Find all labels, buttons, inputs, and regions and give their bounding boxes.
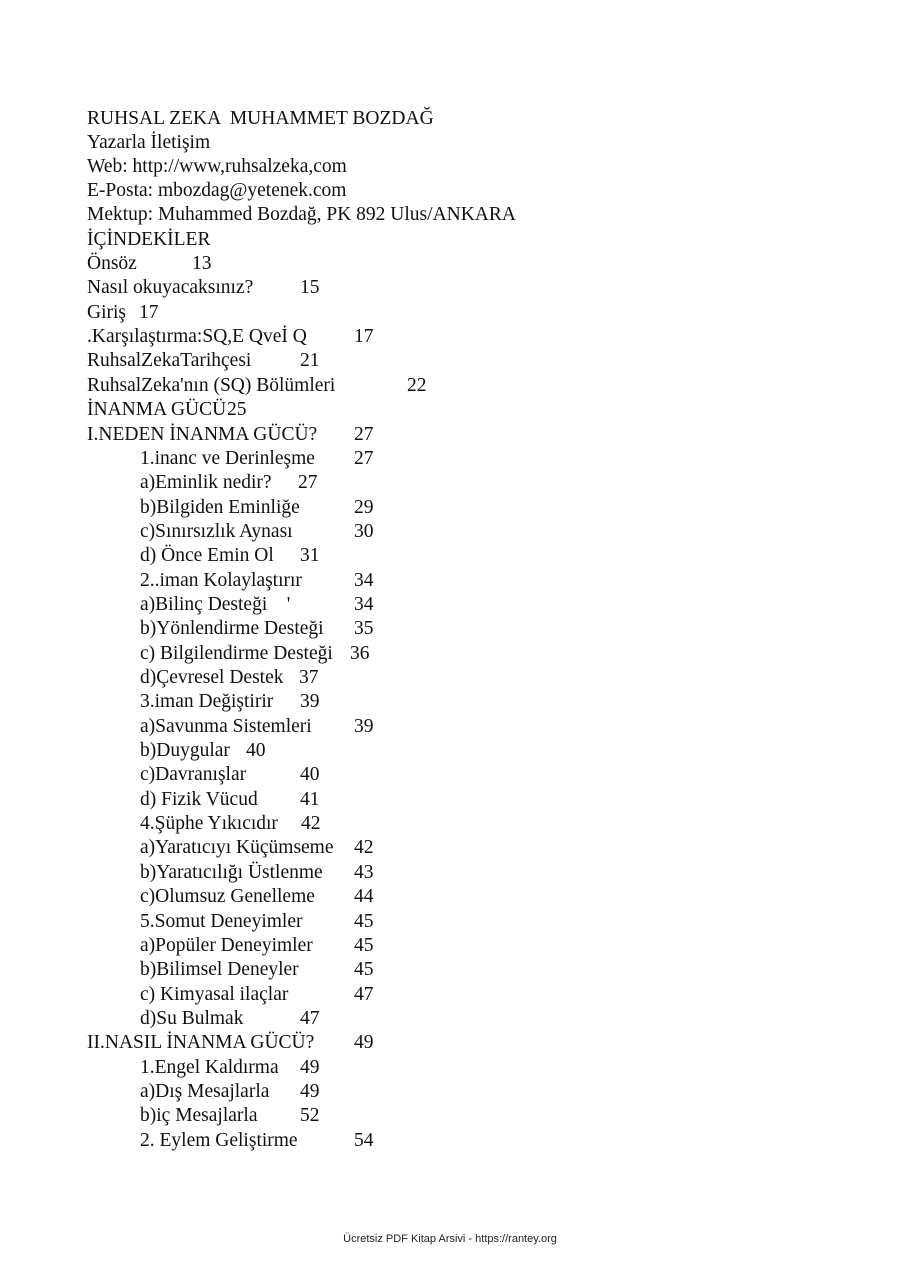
- toc-entry-page: 45: [354, 910, 374, 932]
- toc-entry-page: 39: [354, 715, 374, 737]
- toc-entry-title: d) Önce Emin Ol: [140, 545, 274, 567]
- toc-entry-title: Nasıl okuyacaksınız?: [87, 277, 254, 299]
- toc-entry: [87, 252, 212, 276]
- toc-entry-title: .Karşılaştırma:SQ,E Qveİ Q: [87, 326, 307, 348]
- toc-entry: [140, 910, 374, 934]
- toc-entry: [87, 423, 374, 447]
- toc-entry-title: 1.inanc ve Derinleşme: [140, 447, 315, 469]
- toc-entry-title: b)Bilgiden Eminliğe: [140, 496, 300, 518]
- toc-entry-page: 27: [298, 472, 318, 494]
- toc-entry: [140, 1104, 320, 1128]
- toc-entry-title: a)Eminlik nedir?: [140, 472, 272, 494]
- toc-entry: [140, 471, 318, 495]
- toc-entry-page: 47: [300, 1007, 320, 1029]
- toc-entry-page: 30: [354, 520, 374, 542]
- toc-entry-page: 22: [407, 374, 427, 396]
- toc-entry-page: 35: [354, 618, 374, 640]
- toc-entry-title: 4.Şüphe Yıkıcıdır: [140, 813, 278, 835]
- toc-entry-page: 45: [354, 959, 374, 981]
- toc-entry: [140, 763, 320, 787]
- toc-entry-title: 5.Somut Deneyimler: [140, 910, 303, 932]
- toc-entry-title: a)Bilinç Desteği ': [140, 593, 291, 615]
- toc-entry: [140, 836, 374, 860]
- toc-entry: [140, 520, 374, 544]
- toc-heading: İÇİNDEKİLER: [87, 229, 211, 250]
- toc-entry-page: 42: [354, 837, 374, 859]
- toc-entry-title: b)Bilimsel Deneyler: [140, 959, 299, 981]
- toc-entry: [140, 447, 374, 471]
- contact-email: E-Posta: mbozdag@yetenek.com: [87, 180, 347, 201]
- toc-entry: [140, 617, 374, 641]
- toc-entry-title: c)Davranışlar: [140, 764, 247, 786]
- toc-entry-title: a)Dış Mesajlarla: [140, 1080, 270, 1102]
- toc-entry-title: 2. Eylem Geliştirme: [140, 1129, 298, 1151]
- toc-entry: [140, 861, 374, 885]
- toc-entry-page: 34: [354, 593, 374, 615]
- toc-entry: [87, 349, 320, 373]
- toc-entry-page: 39: [300, 691, 320, 713]
- toc-entry-title: II.NASIL İNANMA GÜCÜ?: [87, 1032, 315, 1054]
- contact-heading: Yazarla İletişim: [87, 132, 211, 153]
- toc-entry-title: b)Duygular: [140, 740, 230, 761]
- toc-entry-page: 41: [300, 788, 320, 810]
- toc-entry-title: a)Savunma Sistemleri: [140, 715, 312, 737]
- toc-entry-title: a)Popüler Deneyimler: [140, 934, 313, 956]
- toc-entry-page: 52: [300, 1105, 320, 1127]
- toc-entry-page: 37: [299, 667, 319, 688]
- toc-entry-page: 49: [300, 1080, 320, 1102]
- toc-entry-title: Giriş: [87, 301, 126, 323]
- toc-entry: [140, 496, 374, 520]
- toc-entry: [87, 301, 159, 325]
- toc-entry-title: b)Yaratıcılığı Üstlenme: [140, 861, 323, 883]
- toc-entry-page: 15: [300, 277, 320, 299]
- toc-entry-page: 31: [300, 545, 320, 567]
- document-title: RUHSAL ZEKA MUHAMMET BOZDAĞ: [87, 108, 434, 129]
- toc-entry-title: RuhsalZekaTarihçesi: [87, 350, 252, 372]
- toc-entry-title: 2..iman Kolaylaştırır: [140, 569, 302, 591]
- toc-entry-title: a)Yaratıcıyı Küçümseme: [140, 837, 334, 859]
- toc-entry: [87, 276, 320, 300]
- toc-entry: [87, 1031, 374, 1055]
- toc-entry-page: 49: [354, 1032, 374, 1054]
- toc-entry-title: c) Bilgilendirme Desteği: [140, 642, 333, 664]
- toc-entry: [140, 934, 374, 958]
- toc-entry-page: 34: [354, 569, 374, 591]
- toc-entry: [140, 642, 370, 666]
- toc-entry-title: c)Olumsuz Genelleme: [140, 886, 315, 908]
- toc-entry: [87, 374, 427, 398]
- toc-entry-title: 3.iman Değiştirir: [140, 691, 274, 713]
- toc-entry-page: 49: [300, 1056, 320, 1078]
- toc-entry-title: c)Sınırsızlık Aynası: [140, 520, 293, 542]
- toc-entry: [140, 715, 374, 739]
- toc-entry-page: 36: [350, 642, 370, 664]
- toc-entry: [140, 1080, 320, 1104]
- toc-entry-page: 29: [354, 496, 374, 518]
- toc-entry: [140, 983, 374, 1007]
- toc-entry-page: 47: [354, 983, 374, 1005]
- toc-entry: [140, 739, 266, 763]
- toc-entry-page: 40: [300, 764, 320, 786]
- toc-entry-page: 17: [139, 301, 159, 323]
- toc-entry: [140, 1007, 320, 1031]
- toc-entry: [140, 593, 374, 617]
- toc-entry-page: 45: [354, 934, 374, 956]
- toc-entry-title: RuhsalZeka'nın (SQ) Bölümleri: [87, 374, 336, 396]
- toc-entry-title: I.NEDEN İNANMA GÜCÜ?: [87, 423, 318, 445]
- toc-entry-title: İNANMA GÜCÜ: [87, 399, 227, 421]
- toc-entry-page: 42: [301, 813, 321, 835]
- toc-entry-page: 43: [354, 861, 374, 883]
- toc-entry: [140, 1056, 320, 1080]
- toc-entry: [140, 690, 320, 714]
- toc-entry-page: 27: [354, 423, 374, 445]
- toc-entry: [140, 544, 320, 568]
- toc-entry: [140, 666, 319, 690]
- contact-mail: Mektup: Muhammed Bozdağ, PK 892 Ulus/ANKARA: [87, 204, 516, 225]
- toc-entry: [140, 812, 321, 836]
- toc-entry-title: b)Yönlendirme Desteği: [140, 618, 324, 640]
- toc-entry-title: d) Fizik Vücud: [140, 788, 258, 810]
- toc-entry: [140, 569, 374, 593]
- toc-entry: [140, 788, 320, 812]
- toc-entry-title: c) Kimyasal ilaçlar: [140, 983, 289, 1005]
- toc-entry-page: 54: [354, 1129, 374, 1151]
- toc-entry-title: 1.Engel Kaldırma: [140, 1056, 279, 1078]
- toc-entry: [140, 885, 374, 909]
- footer-text: Ücretsiz PDF Kitap Arsivi - https://rantey.org: [343, 1233, 557, 1245]
- toc-entry: [140, 958, 374, 982]
- toc-entry-title: d)Çevresel Destek: [140, 667, 284, 688]
- toc-entry-page: 44: [354, 886, 374, 908]
- toc-entry-title: d)Su Bulmak: [140, 1007, 244, 1029]
- toc-entry-title: b)iç Mesajlarla: [140, 1105, 258, 1127]
- toc-entry-title: Önsöz: [87, 253, 137, 274]
- toc-entry-page: 17: [354, 326, 374, 348]
- toc-entry-page: 25: [227, 399, 247, 421]
- toc-entry: [87, 325, 374, 349]
- toc-entry-page: 40: [246, 740, 266, 761]
- contact-web: Web: http://www,ruhsalzeka,com: [87, 156, 347, 177]
- toc-entry-page: 13: [192, 253, 212, 274]
- toc-entry-page: 27: [354, 447, 374, 469]
- toc-entry: [140, 1129, 374, 1153]
- toc-entry-page: 21: [300, 350, 320, 372]
- toc-entry: [87, 398, 247, 422]
